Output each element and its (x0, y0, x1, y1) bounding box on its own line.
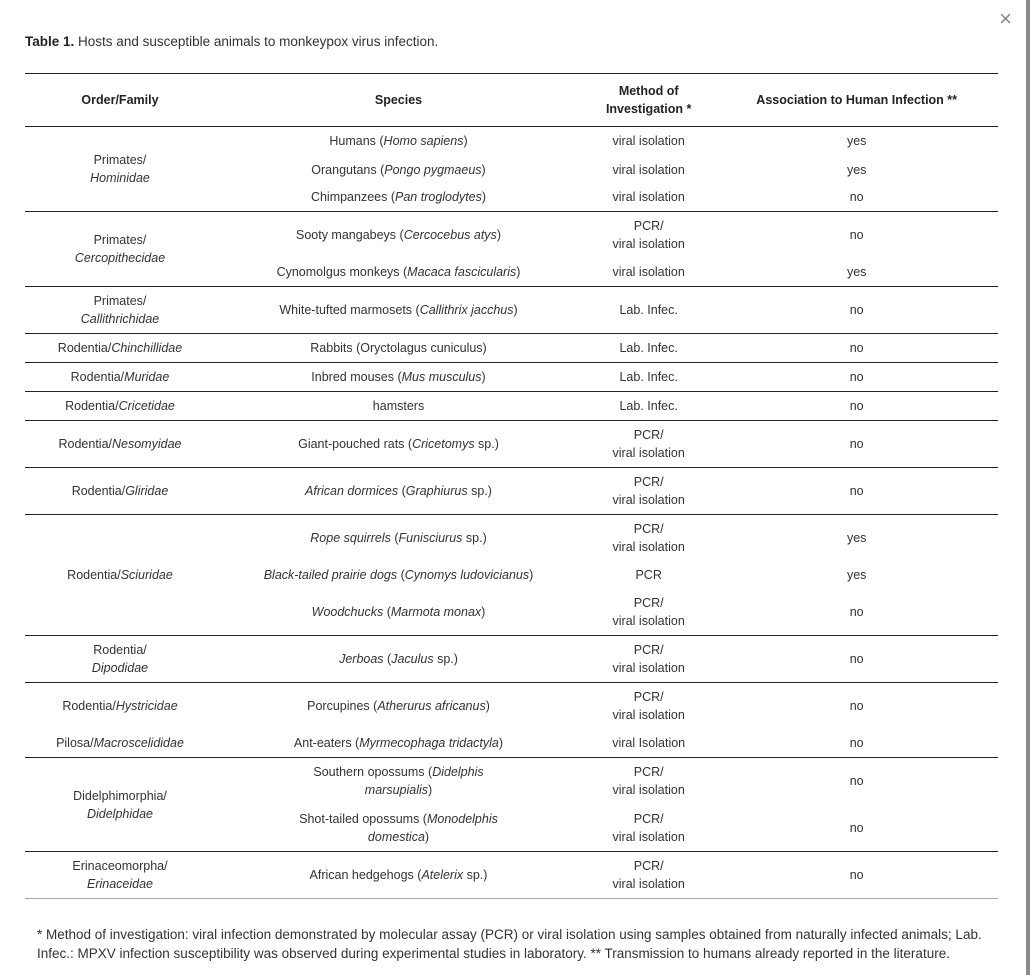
species-cell: Humans (Homo sapiens) (215, 127, 582, 156)
col-header-order-family: Order/Family (25, 74, 215, 127)
table-row (25, 683, 998, 730)
association-cell: yes (715, 127, 998, 156)
species-cell: White-tufted marmosets (Callithrix jacchus) (215, 287, 582, 334)
order-family-cell: Erinaceomorpha/ Erinaceidae (25, 852, 215, 899)
species-cell: Cynomolgus monkeys (Macaca fascicularis) (276, 265, 521, 280)
table-row (25, 852, 998, 899)
order-family-cell: Rodentia/Chinchillidae (25, 334, 215, 363)
table-caption (25, 34, 438, 49)
order-family-cell: Rodentia/Muridae (25, 363, 215, 392)
order-family-cell: Rodentia/Sciuridae (25, 515, 215, 636)
order-family-cell: Primates/ Cercopithecidae (25, 212, 215, 287)
association-cell: no (715, 334, 998, 363)
table-row (25, 636, 998, 683)
species-cell: hamsters (215, 392, 582, 421)
col-header-association: Association to Human Infection ** (715, 74, 998, 127)
table-row (25, 287, 998, 334)
table-row (25, 730, 998, 758)
species-cell: Giant-pouched rats (Cricetomys sp.) (215, 421, 582, 468)
association-cell: no (715, 758, 998, 805)
table-row (25, 515, 998, 562)
association-cell: yes (846, 568, 867, 582)
method-cell: PCR/ viral isolation (582, 758, 715, 805)
method-cell: PCR/ viral isolation (582, 515, 715, 562)
method-cell: viral isolation (612, 265, 685, 280)
association-cell: no (849, 190, 864, 205)
association-cell: no (849, 736, 864, 751)
table-row (25, 758, 998, 805)
species-cell: Ant-eaters (Myrmecophaga tridactyla) (293, 736, 504, 751)
table-row (25, 127, 998, 156)
order-family-cell: Rodentia/ Dipodidae (25, 636, 215, 683)
association-cell: no (715, 683, 998, 730)
association-cell: no (849, 604, 864, 619)
caption-text: Hosts and susceptible animals to monkeypox virus infection. (78, 34, 439, 49)
method-cell: viral Isolation (612, 736, 686, 751)
order-family-cell: Primates/ Hominidae (25, 127, 215, 212)
col-header-method: Method of Investigation * (582, 74, 715, 127)
association-cell: yes (846, 162, 867, 177)
table-row (25, 468, 998, 515)
method-cell: PCR/ viral isolation (582, 852, 715, 899)
method-cell: PCR/ viral isolation (582, 212, 715, 259)
table-row (25, 392, 998, 421)
species-cell: Rope squirrels (Funisciurus sp.) (215, 515, 582, 562)
method-cell: Lab. Infec. (582, 392, 715, 421)
association-cell: yes (715, 515, 998, 562)
species-cell: Woodchucks (Marmota monax) (311, 604, 486, 619)
species-cell: African dormices (Graphiurus sp.) (215, 468, 582, 515)
species-cell: Rabbits (Oryctolagus cuniculus) (215, 334, 582, 363)
method-cell: Lab. Infec. (582, 363, 715, 392)
method-cell: PCR/ viral isolation (582, 683, 715, 730)
species-cell: Southern opossums (Didelphis marsupialis) (215, 758, 582, 805)
table-row (25, 363, 998, 392)
col-header-species: Species (215, 74, 582, 127)
order-family-cell: Pilosa/Macroscelididae (56, 736, 184, 751)
association-cell: no (715, 636, 998, 683)
species-cell: Porcupines (Atherurus africanus) (215, 683, 582, 730)
method-cell: Lab. Infec. (582, 287, 715, 334)
method-cell: PCR/ viral isolation (582, 468, 715, 515)
order-family-cell: Rodentia/Nesomyidae (25, 421, 215, 468)
species-cell: Chimpanzees (Pan troglodytes) (310, 190, 487, 205)
table-row (25, 212, 998, 259)
order-family-cell: Rodentia/Cricetidae (25, 392, 215, 421)
method-cell: Lab. Infec. (582, 334, 715, 363)
species-cell: African hedgehogs (Atelerix sp.) (215, 852, 582, 899)
association-cell: no (715, 287, 998, 334)
method-cell: PCR/ viral isolation (582, 421, 715, 468)
association-cell: no (715, 852, 998, 899)
association-cell: yes (846, 265, 867, 280)
method-cell: PCR/ viral isolation (612, 811, 685, 844)
association-cell: no (715, 421, 998, 468)
caption-label: Table 1. (25, 34, 75, 49)
association-cell: no (715, 468, 998, 515)
order-family-cell: Didelphimorphia/ Didelphidae (25, 758, 215, 852)
method-cell: PCR/ viral isolation (582, 636, 715, 683)
association-cell: no (849, 820, 864, 835)
method-cell: PCR/ viral isolation (612, 595, 685, 628)
order-family-cell: Rodentia/Hystricidae (25, 683, 215, 730)
table-row (25, 334, 998, 363)
association-cell: no (715, 212, 998, 259)
hosts-table (25, 73, 998, 899)
species-cell: Jerboas (Jaculus sp.) (215, 636, 582, 683)
header-row (25, 74, 998, 127)
association-cell: no (715, 392, 998, 421)
table-row (25, 421, 998, 468)
species-cell: Sooty mangabeys (Cercocebus atys) (215, 212, 582, 259)
method-cell: viral isolation (582, 127, 715, 156)
scrollbar[interactable] (1026, 0, 1030, 975)
species-cell: Inbred mouses (Mus musculus) (215, 363, 582, 392)
order-family-cell: Rodentia/Gliridae (25, 468, 215, 515)
method-cell: viral isolation (612, 190, 685, 205)
association-cell: no (715, 363, 998, 392)
species-cell: Orangutans (Pongo pygmaeus) (311, 162, 486, 177)
close-icon[interactable]: × (999, 6, 1012, 31)
order-family-cell: Primates/ Callithrichidae (25, 287, 215, 334)
table-footnote: * Method of investigation: viral infection demonstrated by molecular assay (PCR) or viral isolation using samples obtained from naturally infected animals; Lab. Infec.: MPXV infection susceptibility was observed during experimental studies in laboratory. ** Transmission to humans already reported in the literature. (37, 927, 982, 961)
species-cell: Black-tailed prairie dogs (Cynomys ludovicianus) (263, 568, 534, 582)
method-cell: viral isolation (612, 162, 685, 177)
method-cell: PCR (635, 568, 662, 582)
species-cell: Shot-tailed opossums (Monodelphis domestica) (299, 811, 498, 844)
